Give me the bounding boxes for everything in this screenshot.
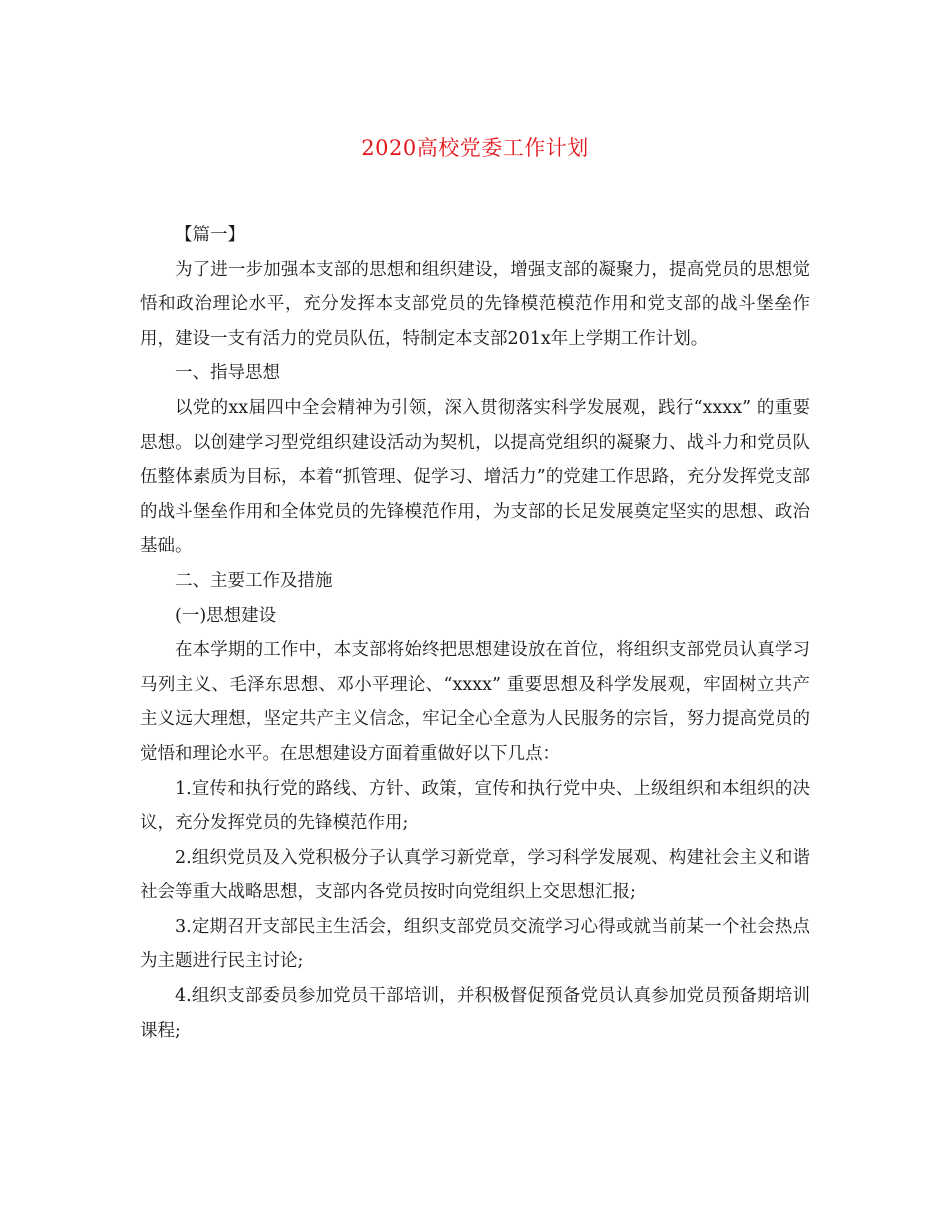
section-heading-main-work: 二、主要工作及措施 [175,570,333,591]
section-heading-guiding-thought: 一、指导思想 [175,363,280,384]
paragraph-ideology: 在本学期的工作中，本支部将始终把思想建设放在首位，将组织支部党员认真学习马列主义、毛泽东思想、邓小平理论、“xxxx” 重要思想及科学发展观，牢固树立共产主义远大理想，坚定共产主义信念，牢记全心全意为人民服务的宗旨，努力提高党员的觉悟和理论水平。在思想建设方面着重做好以下几点： [140,640,810,764]
paragraph-intro: 为了进一步加强本支部的思想和组织建设，增强支部的凝聚力，提高党员的思想觉悟和政治理论水平，充分发挥本支部党员的先锋模范模范作用和党支部的战斗堡垒作用，建设一支有活力的党员队伍，特制定本支部201x年上学期工作计划。 [140,259,810,349]
list-item-3: 3.定期召开支部民主生活会，组织支部党员交流学习心得或就当前某一个社会热点为主题进行民主讨论; [140,916,810,972]
subsection-heading-ideology: (一)思想建设 [175,605,277,626]
list-item-4: 4.组织支部委员参加党员干部培训，并积极督促预备党员认真参加党员预备期培训课程; [140,986,810,1041]
section-heading-part-one: 【篇一】 [175,225,245,245]
list-item-2: 2.组织党员及入党积极分子认真学习新党章，学习科学发展观、构建社会主义和谐社会等重大战略思想，支部内各党员按时向党组织上交思想汇报; [140,847,810,903]
document-title: 2020高校党委工作计划 [361,136,589,160]
document-body [140,218,810,1048]
paragraph-guiding-thought: 以党的xx届四中全会精神为引领，深入贯彻落实科学发展观，践行“xxxx” 的重要思想。以创建学习型党组织建设活动为契机，以提高党组织的凝聚力、战斗力和党员队伍整体素质为目标，本着“抓管理、促学习、增活力”的党建工作思路，充分发挥党支部的战斗堡垒作用和全体党员的先锋模范作用，为支部的长足发展奠定坚实的思想、政治基础。 [140,397,810,557]
list-item-1: 1.宣传和执行党的路线、方针、政策，宣传和执行党中央、上级组织和本组织的决议，充分发挥党员的先锋模范作用; [140,778,810,834]
